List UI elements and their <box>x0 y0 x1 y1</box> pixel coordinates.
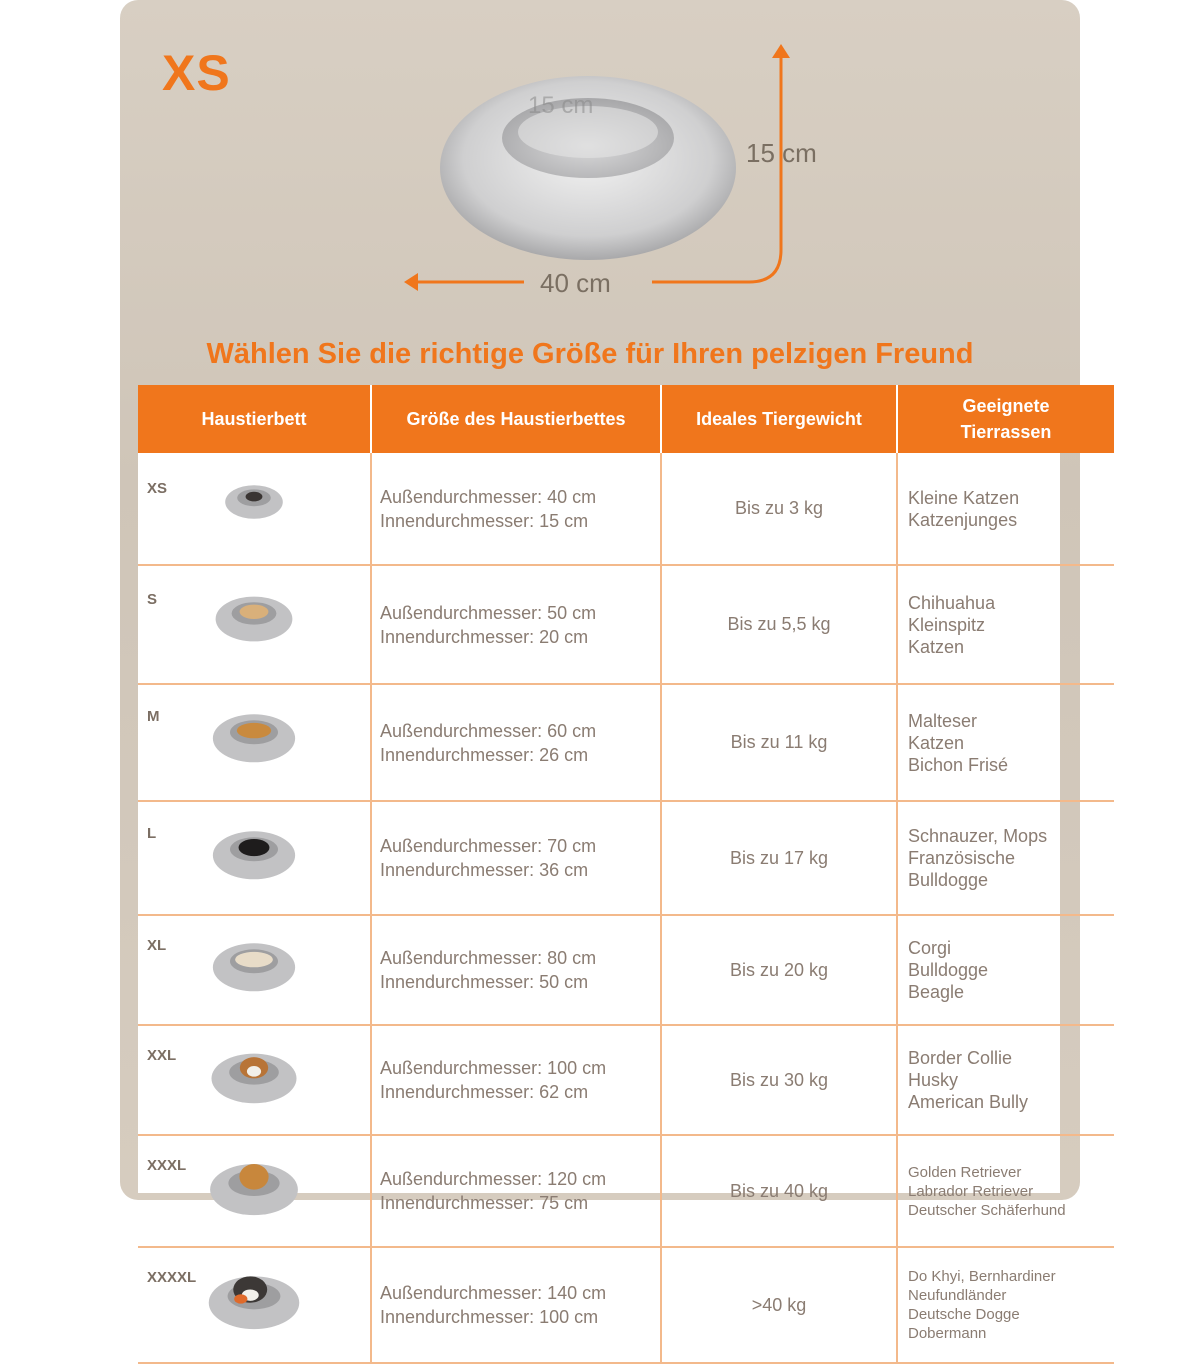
inner-diameter: Innendurchmesser: 20 cm <box>380 626 589 647</box>
breeds-cell <box>897 801 1114 915</box>
breed: Husky <box>908 1070 959 1090</box>
breed: Labrador Retriever <box>908 1182 1034 1200</box>
breed: Bichon Frisé <box>908 754 1009 775</box>
bed-cell <box>138 565 371 684</box>
dimensions-cell <box>371 1135 661 1247</box>
outer-diameter: Außendurchmesser: 140 cm <box>380 1283 607 1303</box>
breed: Schnauzer, Mops <box>908 826 1048 846</box>
breeds-cell <box>897 1247 1114 1363</box>
weight-cell: Bis zu 20 kg <box>661 915 897 1025</box>
bed-cell <box>138 1025 371 1135</box>
outer-diameter: Außendurchmesser: 70 cm <box>380 836 597 856</box>
weight-cell: Bis zu 17 kg <box>661 801 897 915</box>
height-label: 15 cm <box>746 138 817 168</box>
bed-thumbnail <box>188 1265 320 1331</box>
bed-thumbnail <box>209 704 299 764</box>
breed: Deutscher Schäferhund <box>908 1201 1066 1219</box>
breed: Malteser <box>908 710 978 731</box>
breed: Beagle <box>908 982 965 1002</box>
header-bed-size: Größe des Haustierbettes <box>371 385 661 453</box>
bed-cell <box>138 915 371 1025</box>
size-label: XXXL <box>147 1157 187 1174</box>
breeds-cell <box>897 1025 1114 1135</box>
breed: Katzen <box>908 636 965 657</box>
bed-cell <box>138 1135 371 1247</box>
header-breeds <box>897 385 1114 453</box>
breed: Kleine Katzen <box>908 487 1020 508</box>
weight-cell: Bis zu 5,5 kg <box>661 565 897 684</box>
header-breeds-text: Geeignete Tierrassen <box>960 396 1052 442</box>
table-row <box>138 1247 1114 1363</box>
table-row <box>138 1025 1114 1135</box>
breeds-cell <box>897 915 1114 1025</box>
size-label: S <box>147 591 158 608</box>
bed-cell <box>138 1247 371 1363</box>
breeds-cell <box>897 453 1114 565</box>
breed: Do Khyi, Bernhardiner <box>908 1268 1056 1285</box>
dimensions-cell <box>371 1247 661 1363</box>
breed: Katzenjunges <box>908 509 1018 530</box>
outer-diameter-label: 40 cm <box>540 268 611 298</box>
breed: American Bully <box>908 1092 1029 1112</box>
header-ideal-weight: Ideales Tiergewicht <box>661 385 897 453</box>
dimensions-cell <box>371 915 661 1025</box>
size-label: XXXXL <box>147 1269 197 1286</box>
breed: Bulldogge <box>908 960 989 980</box>
table-row <box>138 915 1114 1025</box>
weight-cell: Bis zu 40 kg <box>661 1135 897 1247</box>
breed: Chihuahua <box>908 592 996 613</box>
bed-thumbnail <box>204 933 304 993</box>
inner-diameter: Innendurchmesser: 62 cm <box>380 1082 589 1102</box>
headline: Wählen Sie die richtige Größe für Ihren pelzigen Freund <box>206 338 974 370</box>
bed-thumbnail <box>208 821 300 881</box>
dimensions-cell <box>371 801 661 915</box>
table-row <box>138 684 1114 801</box>
breeds-cell <box>897 684 1114 801</box>
table-row <box>138 565 1114 684</box>
header-pet-bed: Haustierbett <box>138 385 371 453</box>
outer-diameter: Außendurchmesser: 80 cm <box>380 948 597 968</box>
bed-thumbnail <box>224 476 284 522</box>
breed: Corgi <box>908 938 952 958</box>
inner-diameter: Innendurchmesser: 15 cm <box>380 510 589 531</box>
bed-thumbnail <box>214 587 294 643</box>
weight-cell: Bis zu 3 kg <box>661 453 897 565</box>
breed: Katzen <box>908 732 965 753</box>
breed: Golden Retriever <box>908 1163 1022 1181</box>
breed: Neufundländer <box>908 1287 1007 1304</box>
size-table <box>138 385 1066 1342</box>
breed: Bulldogge <box>908 870 989 890</box>
dimensions-cell <box>371 684 661 801</box>
dimensions-cell <box>371 565 661 684</box>
outer-diameter: Außendurchmesser: 60 cm <box>380 720 597 741</box>
size-label: XXL <box>147 1047 177 1064</box>
table-row <box>138 453 1114 565</box>
outer-diameter: Außendurchmesser: 50 cm <box>380 602 597 623</box>
table-row <box>138 801 1114 915</box>
weight-cell: Bis zu 30 kg <box>661 1025 897 1135</box>
bed-cell <box>138 453 371 565</box>
breeds-cell <box>897 1135 1114 1247</box>
weight-cell: Bis zu 11 kg <box>661 684 897 801</box>
inner-diameter-label: 15 cm <box>528 92 594 119</box>
weight-cell: >40 kg <box>661 1247 897 1363</box>
inner-diameter: Innendurchmesser: 75 cm <box>380 1193 589 1213</box>
inner-diameter: Innendurchmesser: 26 cm <box>380 744 589 765</box>
outer-diameter: Außendurchmesser: 120 cm <box>380 1169 607 1189</box>
bed-thumbnail <box>199 1043 309 1105</box>
dimensions-cell <box>371 453 661 565</box>
breed: Dobermann <box>908 1325 987 1342</box>
breed: Border Collie <box>908 1048 1013 1068</box>
inner-diameter: Innendurchmesser: 36 cm <box>380 860 589 880</box>
bed-cell <box>138 684 371 801</box>
hero-size-label: XS <box>162 45 231 101</box>
bed-thumbnail <box>191 1153 317 1217</box>
table-row <box>138 1135 1114 1247</box>
breed: Deutsche Dogge <box>908 1306 1020 1323</box>
outer-diameter: Außendurchmesser: 40 cm <box>380 486 597 507</box>
outer-diameter: Außendurchmesser: 100 cm <box>380 1058 607 1078</box>
breed: Kleinspitz <box>908 614 986 635</box>
size-label: L <box>147 825 157 842</box>
bed-cell <box>138 801 371 915</box>
size-label: XS <box>147 480 168 497</box>
breeds-cell <box>897 565 1114 684</box>
table-header-row <box>138 385 1114 453</box>
breed: Französische <box>908 848 1016 868</box>
inner-diameter: Innendurchmesser: 50 cm <box>380 972 589 992</box>
inner-diameter: Innendurchmesser: 100 cm <box>380 1307 599 1327</box>
size-label: XL <box>147 937 167 954</box>
dimensions-cell <box>371 1025 661 1135</box>
hero-bed-image <box>438 40 738 265</box>
size-label: M <box>147 708 160 725</box>
size-chart-card <box>120 0 1080 1342</box>
